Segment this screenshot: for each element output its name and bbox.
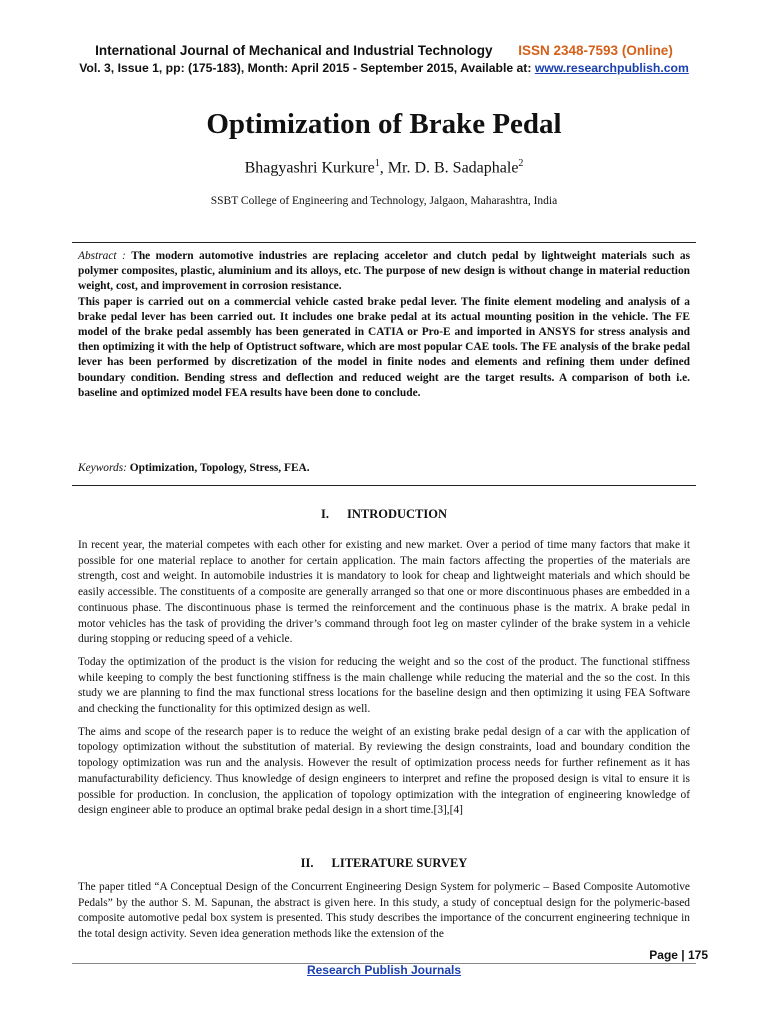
abstract-bottom-rule bbox=[72, 485, 696, 486]
intro-paragraph-1: In recent year, the material competes with each other for existing and new market. Over a period of time many factors that make it possible for one material replace to another for certain application. The main factors affecting the properties of the materials are strength, cost and weight. In automobile industries it is mandatory to look for cheap and lightweight materials and which should be easily accessible. The constituents of a composite are generally arranged so that one or more discontinuous phases are embedded in a continuous phase. The discontinuous phase is termed the reinforcement and the continuous phase is the matrix. A brake pedal in motor vehicles has the task of providing the driver’s command through foot leg on master cylinder of the brake system in a vehicle during stopping or reducing speed of a vehicle. bbox=[78, 539, 690, 646]
introduction-body bbox=[78, 538, 690, 826]
volume-info: Vol. 3, Issue 1, pp: (175-183), Month: April 2015 - September 2015, Available at: bbox=[79, 61, 535, 75]
affiliation: SSBT College of Engineering and Technology, Jalgaon, Maharashtra, India bbox=[210, 195, 558, 207]
abstract-para-2: This paper is carried out on a commercial vehicle casted brake pedal lever. The finite element modeling and analysis of a brake pedal lever has been carried out. It includes one brake pedal at its actual mounting position in the vehicle. The FE model of the brake pedal assembly has been generated in CATIA or Pro-E and imported in ANSYS for stress analysis and then optimizing it with the help of Optistruct software, which are most popular CAE tools. The FE analysis of the brake pedal lever has been performed by discretization of the model in finite nodes and elements and refining them under defined boundary condition. Bending stress and deflection and reduced weight are the target results. A comparison of both i.e. baseline and optimized model FEA results have been done to conclude. bbox=[78, 295, 690, 399]
abstract-text-1: The modern automotive industries are replacing acceletor and clutch pedal by lightweight materials such as polymer composites, plastic, aluminium and its alloys, etc. The purpose of new design is without change in material reduction weight, cost, and improvement in corrosion resistance. bbox=[78, 250, 691, 293]
section-number: II. bbox=[300, 856, 314, 870]
author-separator: , bbox=[379, 159, 388, 177]
journal-url-link[interactable]: www.researchpublish.com bbox=[534, 61, 689, 75]
author-1-affil-mark: 1 bbox=[374, 158, 380, 169]
abstract-para-1 bbox=[78, 249, 690, 295]
abstract-block bbox=[78, 249, 690, 401]
literature-survey-body bbox=[78, 880, 690, 950]
keywords-label: Keywords: bbox=[78, 462, 130, 474]
keywords-line bbox=[78, 462, 690, 474]
journal-volume-line bbox=[0, 61, 768, 75]
lit-paragraph-1: The paper titled “A Conceptual Design of the Concurrent Engineering Design System for polymeric – Based Composite Automotive Pedals” by the author S. M. Sapunan, the abstract is given here. In this study, a study of conceptual design for the polymeric-based composite automotive pedal box system is presented. This study describes the importance of the concurrent engineering technique in the total design activity. Seven idea generation methods like the extension of the bbox=[78, 881, 690, 941]
author-1: Bhagyashri Kurkure bbox=[244, 159, 375, 177]
journal-issn: ISSN 2348-7593 (Online) bbox=[518, 43, 673, 58]
author-2: Mr. D. B. Sadaphale bbox=[387, 159, 519, 177]
abstract-label: Abstract : bbox=[78, 250, 132, 262]
publisher-link[interactable]: Research Publish Journals bbox=[306, 963, 462, 977]
section-title: LITERATURE SURVEY bbox=[331, 856, 468, 870]
intro-paragraph-2: Today the optimization of the product is the vision for reducing the weight and so the cost of the product. The functional stiffness while keeping to comply the best functioning stiffness is the main challenge while reducing the material and the so the cost. In this study we are planning to find the max functional stress locations for the baseline design and then optimizing it using FEA Software and checking the functionality for this optimized design as well. bbox=[78, 655, 690, 716]
journal-name: International Journal of Mechanical and Industrial Technology bbox=[95, 43, 493, 58]
journal-header bbox=[0, 43, 768, 58]
section-heading-literature-survey bbox=[0, 856, 768, 871]
author-2-affil-mark: 2 bbox=[518, 158, 524, 169]
authors-line bbox=[0, 158, 768, 177]
abstract-top-rule bbox=[72, 242, 696, 243]
section-heading-introduction bbox=[0, 507, 768, 522]
page-number: Page | 175 bbox=[649, 948, 708, 962]
keywords-text: Optimization, Topology, Stress, FEA. bbox=[129, 462, 310, 474]
section-title: INTRODUCTION bbox=[346, 507, 447, 521]
paper-title: Optimization of Brake Pedal bbox=[206, 108, 562, 140]
section-number: I. bbox=[320, 507, 329, 521]
intro-paragraph-3: The aims and scope of the research paper is to reduce the weight of an existing brake pedal design of a car with the application of topology optimization without the substitution of material. By reviewing the design constraints, load and boundary condition the topology optimization was run and the analysis. However the result of optimization process needs for further refinement as it has manufacturability deficiency. Thus knowledge of design engineers to interpret and refine the proposed design is vital to ensure it is possible for production. In conclusion, the application of topology optimization with the integration of engineering knowledge of design engineer able to produce an optimal brake pedal design in a short time.[3],[4] bbox=[78, 725, 690, 817]
